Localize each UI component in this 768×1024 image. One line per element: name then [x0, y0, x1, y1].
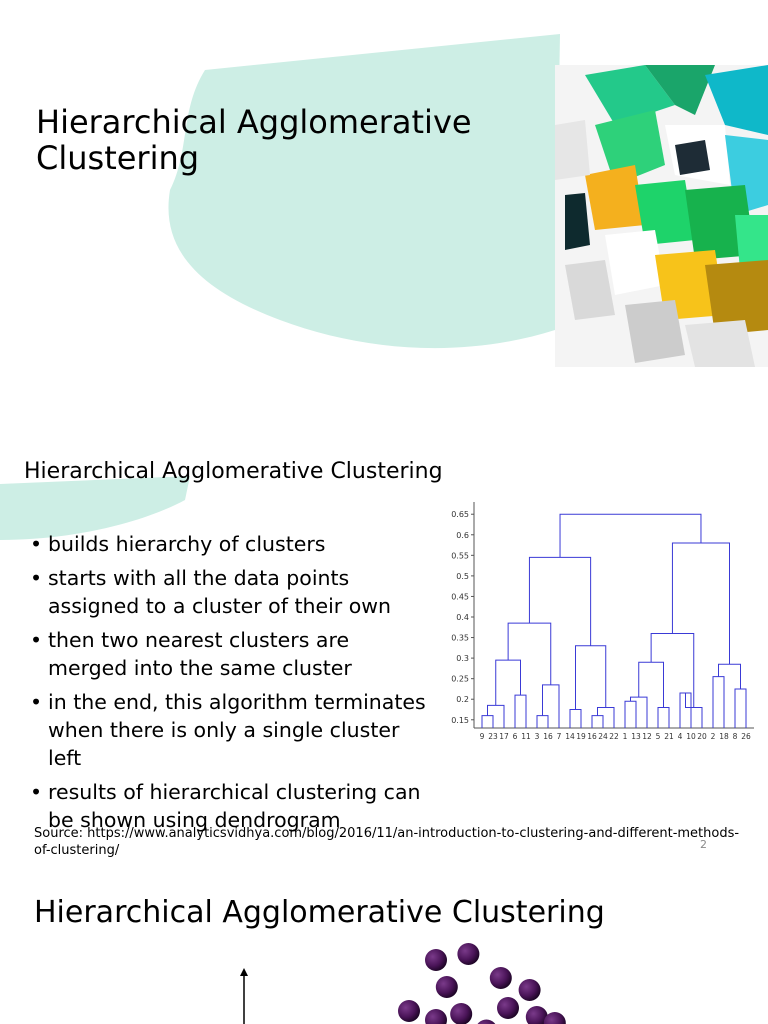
x-tick-label: 2 [710, 732, 716, 741]
bullet-item: • starts with all the data points assigned to a cluster of their own [30, 566, 392, 618]
x-tick-label: 16 [587, 732, 597, 741]
dendrogram-link [735, 689, 746, 728]
dendrogram-link [658, 707, 669, 728]
x-tick-label: 3 [534, 732, 540, 741]
y-tick-label: 0.2 [456, 695, 469, 705]
page-number: 2 [700, 838, 707, 851]
x-tick-label: 8 [732, 732, 738, 741]
y-tick-label: 0.65 [451, 510, 469, 520]
x-tick-label: 1 [622, 732, 628, 741]
data-point [490, 967, 512, 989]
slide-3-title: Hierarchical Agglomerative Clustering [34, 895, 605, 930]
bullet-item: • results of hierarchical clustering can be shown using dendrogram [30, 780, 421, 832]
dendrogram-link [488, 705, 505, 728]
bullet-dot-icon: • [30, 628, 43, 652]
bullet-list [30, 530, 430, 840]
dendrogram-link [515, 695, 526, 728]
dendrogram-link [508, 623, 551, 685]
dendrogram-chart [440, 496, 762, 746]
data-point [436, 976, 458, 998]
x-tick-label: 7 [556, 732, 562, 741]
y-tick-label: 0.5 [456, 571, 469, 581]
dendrogram-link [537, 716, 548, 728]
dendrogram-link [496, 660, 521, 705]
axis-arrow [236, 968, 252, 1024]
dendrogram-link [529, 557, 590, 645]
dendrogram-link [651, 633, 694, 707]
bullet-item: • then two nearest clusters are merged into the same cluster [30, 628, 352, 680]
data-point [519, 979, 541, 1001]
x-tick-label: 21 [664, 732, 674, 741]
data-point [497, 997, 519, 1019]
y-tick-label: 0.4 [456, 613, 469, 622]
slide-3 [0, 864, 768, 1024]
slide-1 [0, 0, 768, 400]
data-point [450, 1003, 472, 1024]
x-tick-label: 17 [499, 732, 509, 741]
x-tick-label: 24 [598, 732, 608, 741]
dendrogram-link [625, 701, 636, 728]
x-tick-label: 9 [479, 732, 485, 741]
data-point [425, 1009, 447, 1024]
data-point [425, 949, 447, 971]
dendrogram-link [543, 685, 560, 728]
dendrogram-link [639, 662, 664, 707]
mint-brush-stroke [160, 30, 580, 370]
bullet-item: • builds hierarchy of clusters [30, 532, 326, 556]
x-tick-label: 6 [512, 732, 518, 741]
y-tick-label: 0.25 [451, 674, 469, 684]
scatter-points [390, 936, 590, 1024]
bullet-dot-icon: • [30, 566, 43, 590]
bullet-item: • in the end, this algorithm terminates when there is only a single cluster left [30, 690, 426, 770]
x-tick-label: 18 [719, 732, 729, 741]
dendrogram-link [631, 697, 648, 728]
x-tick-label: 13 [631, 732, 641, 741]
x-tick-label: 26 [741, 732, 751, 741]
data-point [457, 943, 479, 965]
x-tick-label: 12 [642, 732, 652, 741]
data-point [475, 1020, 497, 1024]
x-tick-label: 11 [521, 732, 531, 741]
bullet-dot-icon: • [30, 690, 43, 714]
dendrogram-link [576, 646, 606, 710]
dendrogram-link [598, 707, 615, 728]
x-tick-label: 16 [543, 732, 553, 741]
x-tick-label: 19 [576, 732, 586, 741]
dendrogram-link [672, 543, 729, 664]
dendrogram-link [560, 514, 701, 557]
x-tick-label: 23 [488, 732, 498, 741]
y-tick-label: 0.3 [456, 654, 469, 664]
bullet-dot-icon: • [30, 780, 43, 804]
y-tick-label: 0.6 [456, 530, 469, 540]
dendrogram-link [592, 716, 603, 728]
bullet-dot-icon: • [30, 532, 43, 556]
data-point [398, 1000, 420, 1022]
dendrogram-link [713, 677, 724, 728]
slide-1-title: Hierarchical Agglomerative Clustering [36, 103, 472, 177]
x-tick-label: 10 [686, 732, 696, 741]
y-tick-label: 0.45 [451, 592, 469, 602]
x-tick-label: 22 [609, 732, 619, 741]
x-tick-label: 20 [697, 732, 707, 741]
x-tick-label: 4 [677, 732, 683, 741]
dendrogram-link [482, 716, 493, 728]
y-tick-label: 0.35 [451, 633, 469, 643]
y-tick-label: 0.55 [451, 551, 469, 561]
slide-2-title: Hierarchical Agglomerative Clustering [24, 459, 443, 484]
y-tick-label: 0.15 [451, 715, 469, 725]
source-citation: Source: https://www.analyticsvidhya.com/blog/2016/11/an-introduction-to-clustering-and-different-methods-of-clustering/ [34, 826, 740, 858]
x-tick-label: 5 [655, 732, 661, 741]
x-tick-label: 14 [565, 732, 575, 741]
dendrogram-link [570, 710, 581, 729]
geometric-cubes-image [555, 65, 768, 367]
